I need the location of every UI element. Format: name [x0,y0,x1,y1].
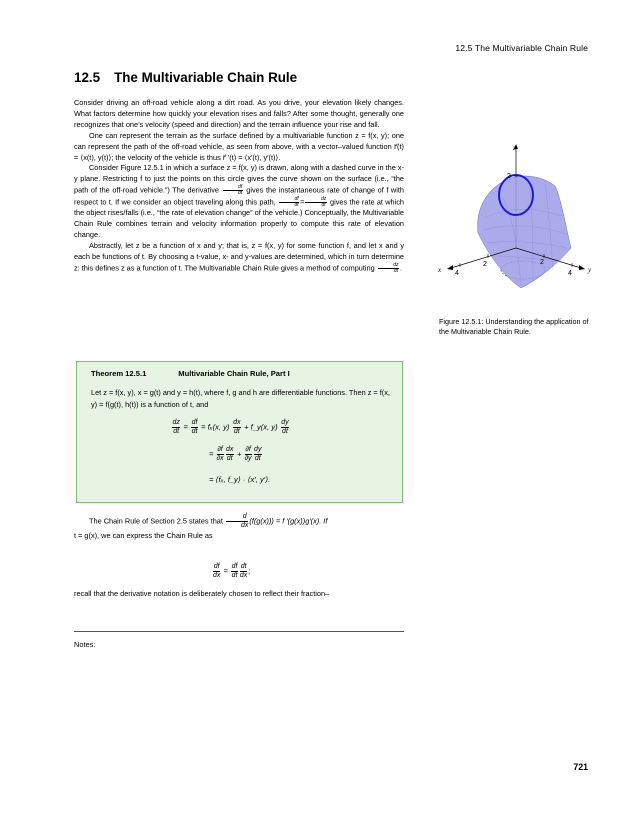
recall-text: recall that the derivative notation is deliberately chosen to reflect their fraction– [74,589,330,598]
z-axis-label: z [513,144,516,152]
theorem-label: Theorem 12.5.1 [91,369,147,378]
x-axis-label: x [438,266,442,274]
y-tick-label-2: 2 [540,259,544,266]
frac-dx-dt-2: $\frac{dx}{dt}$ [226,446,234,462]
frac-df-dx: $\frac{df}{dx}$ [213,563,221,579]
running-head: 12.5 The Multivariable Chain Rule [455,43,588,53]
paragraph-1: Consider driving an off-road vehicle along a dirt road. As you drive, your elevation likely changes. What factors determine how quickly your elevation rises and falls? After some thought, generally one recognizes that one’s velocity (speed and direction) and the terrain influence your rise and fall. [74,98,404,129]
theorem-heading [91,369,290,378]
frac-dz-dt: $\frac{dz}{dt}$ [172,419,180,435]
paragraph-2: One can represent the terrain as the surface defined by a multivariable function z = f(x, y); one can represent the path of the off-road vehicle, as seen from above, with a vector–valued function r⃗(t) = ⟨x(t), y(t)⟩; the velocity of the vehicle is thus r⃗ ′(t) = ⟨x′(t), y′(t)⟩. [74,130,404,162]
paragraph-4: Abstractly, let z be a function of x and y; that is, z = f(x, y) for some function f, and let x and y each be functions of t. By choosing a t-value, x- and y-values are determined, which in turn determine z: this defines z as a function of t. The Multivariable Chain Rule gives a method of computing $\frac{dz}{dt}$ . [74,241,404,275]
frac-dy-dt-2: $\frac{dy}{dt}$ [254,446,262,462]
figure-surface-plot [433,138,603,303]
chain-rule-intro: The Chain Rule of Section 2.5 states that [89,516,223,526]
theorem-intro [91,387,391,410]
paragraph-3-part-b: gives the instantaneous rate of change of f with respect to t. If we consider an object traveling along this path, [74,185,404,207]
frac-partial-f-y: $\frac{\partial f}{\partial y}$ [244,446,252,462]
surface-plot-svg [433,138,603,303]
fraction-dz-dt-2: $\frac{dz}{dt}$ [378,263,399,274]
equation-line-2: = $\frac{\partial f}{\partial x}$ $\frac{dx}{dt}$ + $\frac{\partial f}{\partial y}$ $\frac{dy}{dt}$ [209,446,262,462]
notes-divider [74,631,404,632]
x-axis-arrow [447,265,453,270]
z-tick-label: 2 [507,173,511,180]
chain-rule-line-2: t = g(x), we can express the Chain Rule as [74,531,213,540]
chain-rule-formula: (f(g(x))) = f ′(g(x))g′(x). If [249,516,328,526]
section-number: 12.5 [74,70,101,85]
fraction-df-dt-2: $\frac{df}{dt}$ [279,197,299,208]
equation-line-1: $\frac{dz}{dt}$ = $\frac{df}{dt}$ = fₓ(x, y) $\frac{dx}{dt}$ + f_y(x, y) $\frac{dy}{dt}$ [172,419,289,435]
paragraph-3: Consider Figure 12.5.1 in which a surface z = f(x, y) is drawn, along with a dashed curve in the x-y plane. Restricting f to just the points on this circle gives the curve shown on the surface (i.e., “the path of the off-road vehicle.”) The derivative $\frac{df}{dt}$ gives the instantaneous rate of change of f with respect to t. If we consider an object traveling along this path, $\frac{df}{dt}$ = $\frac{dz}{dt}$ gives the rate at which the object rises/falls (i.e., “the rate of elevation change” of the vehicle.) Conceptually, the Multivariable Chain Rule combines terrain and velocity information properly to compute this rate of elevation change. [74,163,405,240]
frac-partial-f-x: $\frac{\partial f}{\partial x}$ [216,446,224,462]
paragraph-4-text: Abstractly, let z be a function of x and y; that is, z = f(x, y) for some function f, and let x and y each be functions of t. By choosing a t-value, x- and y-values are determined, which in turn determine z: this defines z as a function of t. The Multivariable Chain Rule gives a method of computing [74,241,404,273]
x-tick-label-4: 4 [455,270,459,277]
equation-line-3: = ⟨fₓ, f_y⟩ · ⟨x′, y′⟩. [209,475,271,484]
chain-rule-line-1 [74,513,404,530]
frac-df-dt-3: $\frac{df}{dt}$ [231,563,238,579]
fraction-dz-dt: $\frac{dz}{dt}$ [305,197,326,208]
y-tick-label-4: 4 [568,270,572,277]
notes-label: Notes: [74,640,96,649]
frac-dt-dx: $\frac{dt}{dx}$ [239,563,248,579]
x-tick-label-2: 2 [483,261,487,268]
paragraph-3-part-a: Consider Figure 12.5.1 in which a surface z = f(x, y) is drawn, along with a dashed curve in the x-y plane. Restricting f to just the points on this circle gives the curve shown on the surface (i.e., “the path of the off-road vehicle.”) The derivative [74,163,404,195]
frac-d-dx: $\frac{d}{dx}$ [226,513,248,530]
partial-fy: f_y(x, y) [250,422,278,432]
section-title [74,70,297,85]
fraction-df-dt: $\frac{df}{dt}$ [223,185,243,196]
theorem-box [76,361,403,503]
partial-fx: fₓ(x, y) [207,422,230,432]
frac-dx-dt: $\frac{dx}{dt}$ [233,419,241,435]
chain-rule-text [74,513,404,541]
body-text [74,98,404,274]
y-axis-arrow [579,265,585,270]
figure-caption: Figure 12.5.1: Understanding the application of the Multivariable Chain Rule. [439,317,589,336]
chain-rule-equation: $\frac{df}{dx}$ = $\frac{df}{dt}$ $\frac{dt}{dx}$ ; [213,563,251,579]
saddle-surface [478,176,571,288]
section-name: The Multivariable Chain Rule [114,70,298,85]
theorem-intro-text: Let z = f(x, y), x = g(t) and y = h(t), where f, g and h are differentiable functions. Then z = f(x, y) = f(g(t), h(t)) is a function of t, and [91,388,390,409]
y-axis-label: y [588,266,592,274]
frac-dy-dt: $\frac{dy}{dt}$ [281,419,289,435]
theorem-name: Multivariable Chain Rule, Part I [178,369,290,378]
page-number: 721 [573,762,588,772]
frac-df-dt: $\frac{df}{dt}$ [191,419,198,435]
paragraph-3-part-c: gives the rate at which the object rises/falls (i.e., “the rate of elevation change” of the vehicle.) Conceptually, the Multivariable Chain Rule combines terrain and velocity information properly to compute this rate of elevation change. [74,197,405,240]
